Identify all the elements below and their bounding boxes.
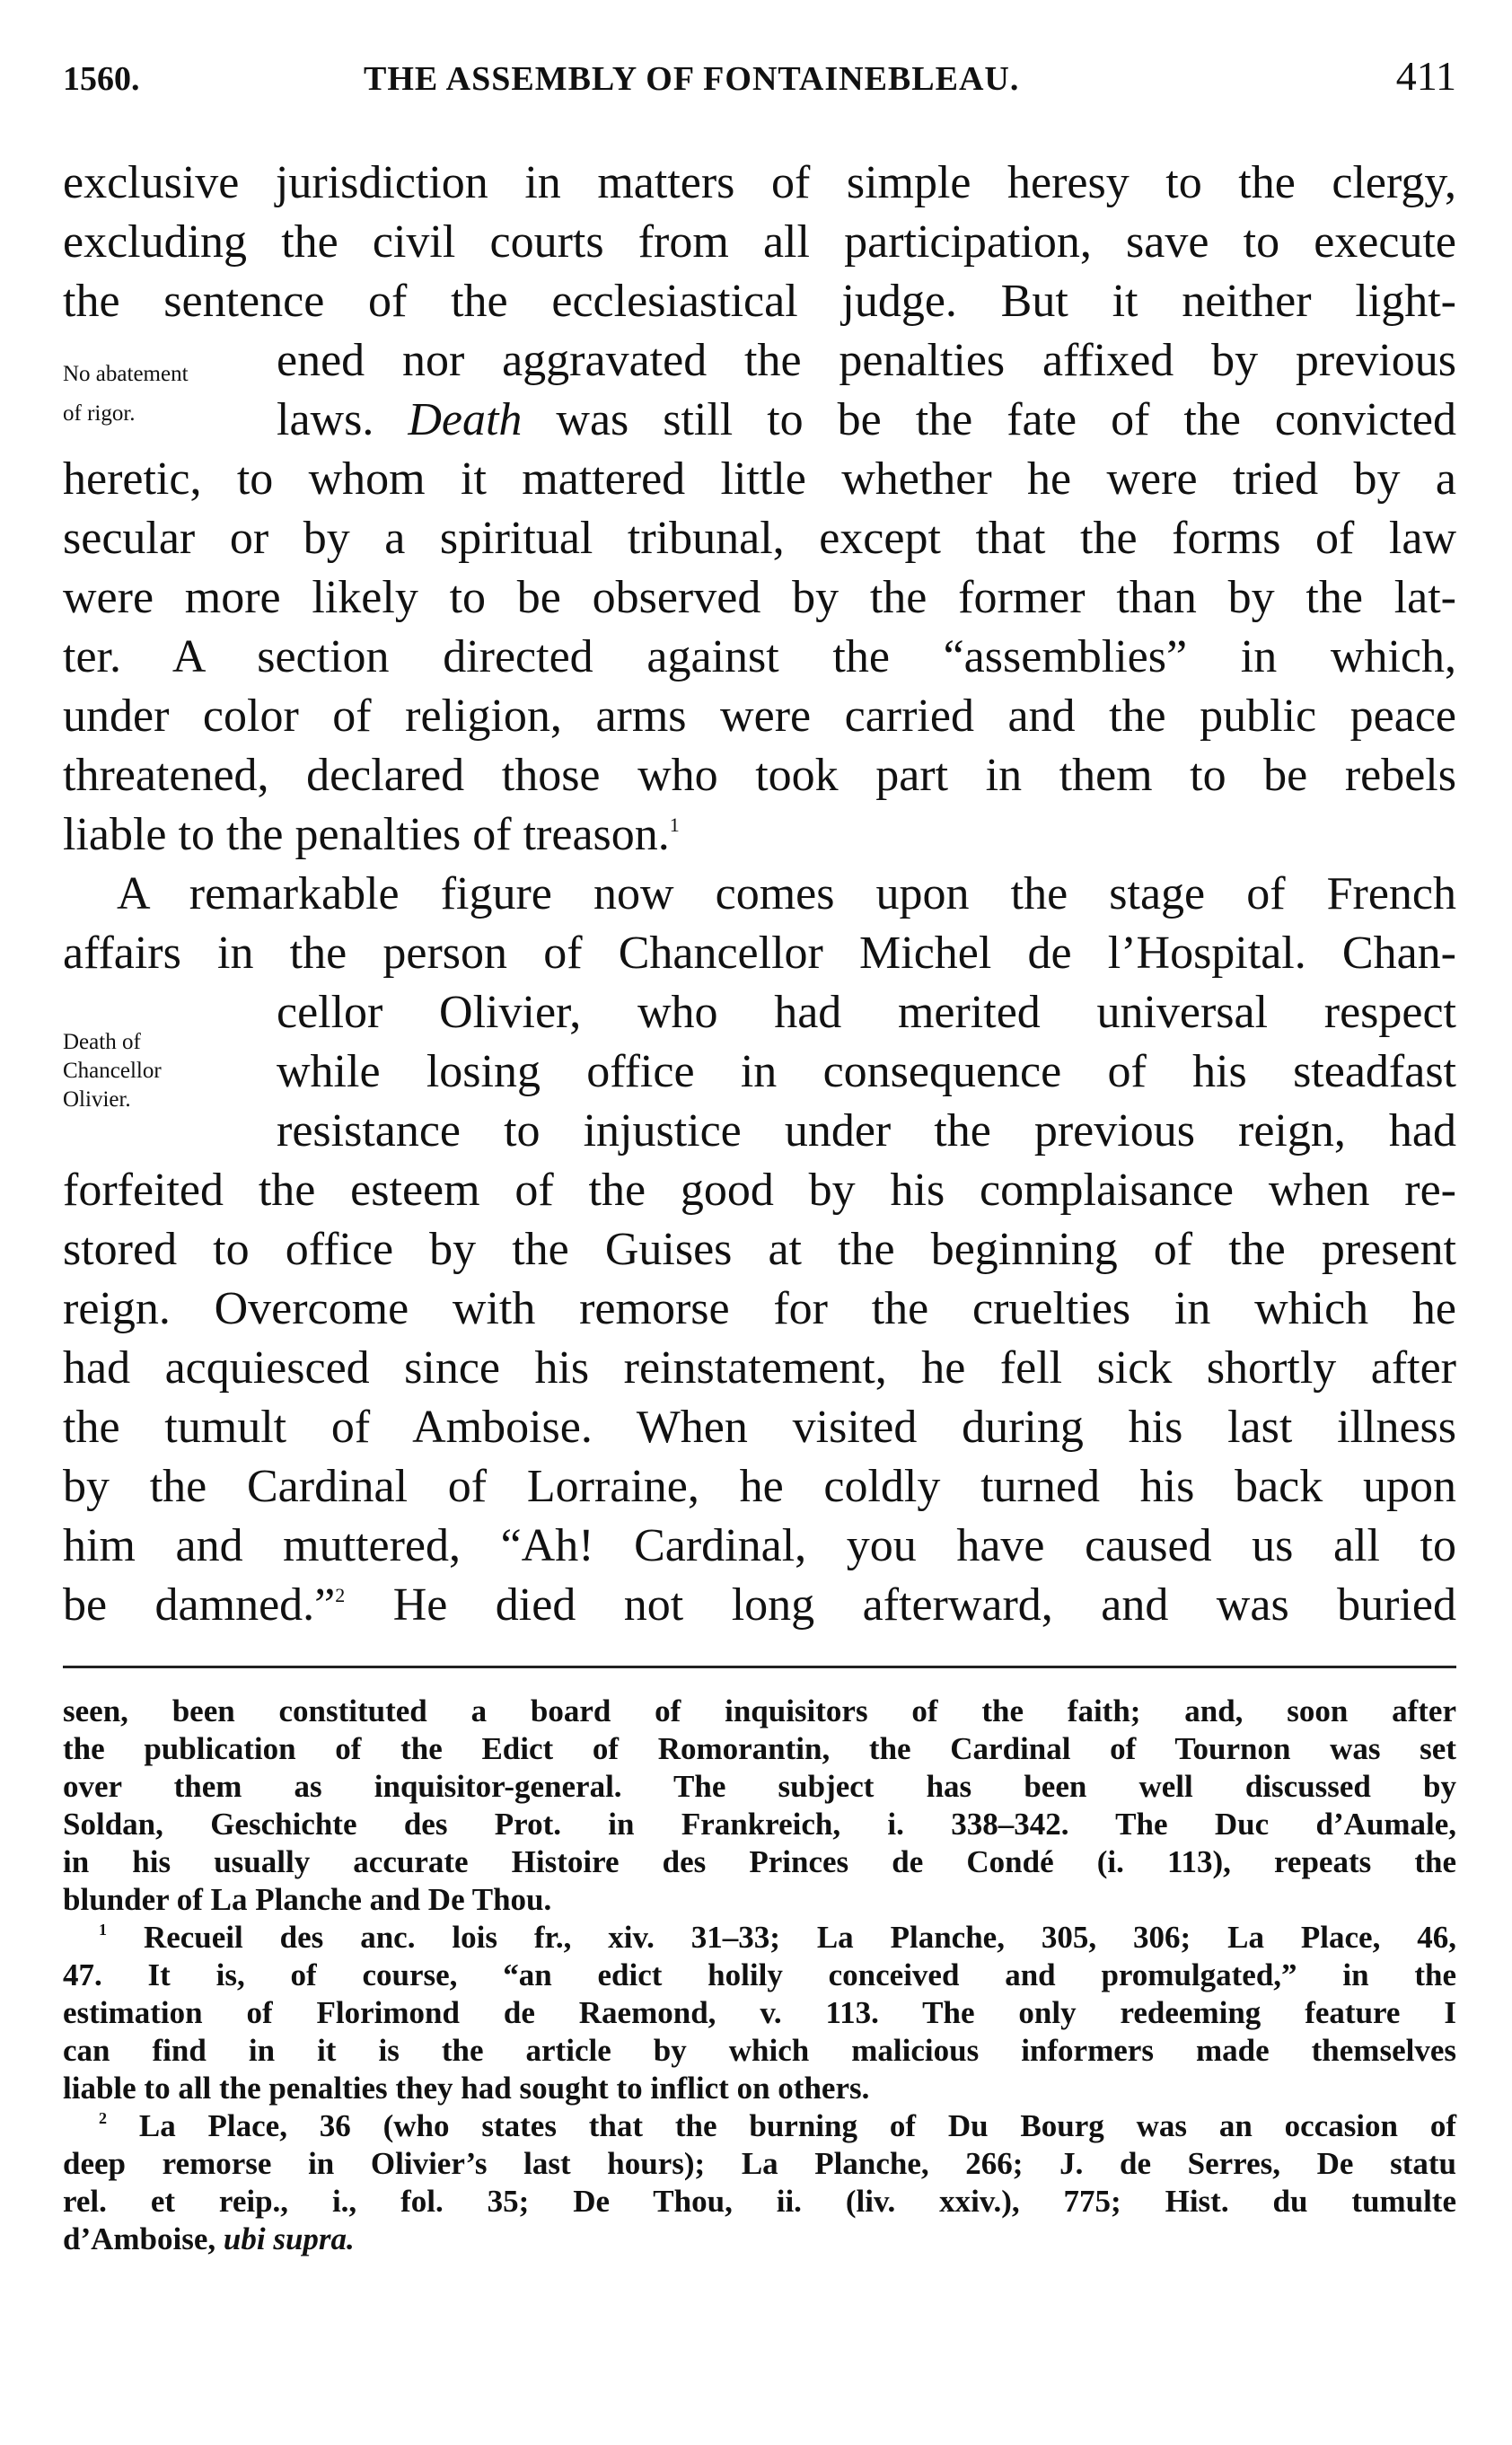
footnote-2-line: deep remorse in Olivier’s last hours); La Planche, 266; J. de Serres, De statu: [63, 2146, 1456, 2181]
footnote-number: 1: [99, 1921, 107, 1939]
footnote-line: seen, been constituted a board of inquisitors of the faith; and, soon after: [63, 1693, 1456, 1728]
body-line: by the Cardinal of Lorraine, he coldly turned his back upon: [63, 1461, 1456, 1512]
footnote-line: the publication of the Edict of Romorantin, the Cardinal of Tournon was set: [63, 1731, 1456, 1766]
body-line: ter. A section directed against the “assemblies” in which,: [63, 631, 1456, 682]
body-line: [277, 392, 1456, 448]
footnote-line: Soldan, Geschichte des Prot. in Frankreich, i. 338–342. The Duc d’Aumale,: [63, 1807, 1456, 1842]
body-text: laws.: [277, 394, 374, 445]
footnote-2-line: [63, 2221, 1456, 2257]
marginal-note-no-abatement-line2: of rigor.: [63, 401, 136, 426]
body-line: forfeited the esteem of the good by his complaisance when re-: [63, 1165, 1456, 1216]
body-line: resistance to injustice under the previous reign, had: [277, 1105, 1456, 1157]
footnote-line: over them as inquisitor-general. The subject has been well discussed by: [63, 1769, 1456, 1804]
running-header: [63, 52, 1456, 106]
footnote-1-line: [99, 1919, 1456, 1956]
body-line: threatened, declared those who took part in them to be rebels: [63, 750, 1456, 801]
body-line: secular or by a spiritual tribunal, except that the forms of law: [63, 513, 1456, 564]
body-line: A remarkable figure now comes upon the stage of French: [117, 868, 1456, 919]
footnote-1-line: 47. It is, of course, “an edict holily conceived and promulgated,” in the: [63, 1957, 1456, 1992]
footnote-italic: ubi supra.: [223, 2221, 355, 2256]
body-line: reign. Overcome with remorse for the cruelties in which he: [63, 1283, 1456, 1334]
body-text: be damned.”: [63, 1579, 336, 1631]
footnote-line: blunder of La Planche and De Thou.: [63, 1882, 552, 1917]
footnote-1-line: liable to all the penalties they had sought to inflict on others.: [63, 2071, 870, 2106]
body-line: affairs in the person of Chancellor Michel de l’Hospital. Chan-: [63, 928, 1456, 979]
footnote-1-line: can find in it is the article by which malicious informers made themselves: [63, 2033, 1456, 2068]
running-title: THE ASSEMBLY OF FONTAINEBLEAU.: [364, 60, 1020, 98]
body-line: ened nor aggravated the penalties affixed by previous: [277, 335, 1456, 386]
body-line: excluding the civil courts from all participation, save to execute: [63, 216, 1456, 268]
body-text: He died not long afterward, and was buried: [392, 1579, 1456, 1631]
body-line: had acquiesced since his reinstatement, he fell sick shortly after: [63, 1342, 1456, 1394]
footnote-text: La Place, 36 (who states that the burning of Du Bourg was an occasion of: [138, 2108, 1456, 2143]
body-line: while losing office in consequence of his steadfast: [277, 1046, 1456, 1097]
footnote-text: Recueil des anc. lois fr., xiv. 31–33; La Planche, 305, 306; La Place, 46,: [143, 1920, 1457, 1955]
footnote-ref: 2: [335, 1584, 346, 1606]
body-line: the sentence of the ecclesiastical judge. But it neither light-: [63, 276, 1456, 327]
footnote-ref: 1: [669, 814, 680, 836]
footnote-text: d’Amboise,: [63, 2221, 216, 2256]
page-number: 411: [1395, 53, 1456, 99]
header-year: 1560.: [63, 60, 140, 98]
body-line: cellor Olivier, who had merited universal respect: [277, 987, 1456, 1038]
footnote-rule: [63, 1666, 1456, 1668]
body-line: [63, 807, 1456, 863]
footnote-line: in his usually accurate Histoire des Princes de Condé (i. 113), repeats the: [63, 1844, 1456, 1879]
marginal-note-death-line2: Chancellor: [63, 1059, 162, 1083]
body-line: were more likely to be observed by the former than by the lat-: [63, 572, 1456, 623]
footnote-1-line: estimation of Florimond de Raemond, v. 113. The only redeeming feature I: [63, 1995, 1456, 2030]
body-line: exclusive jurisdiction in matters of simple heresy to the clergy,: [63, 157, 1456, 208]
body-line: the tumult of Amboise. When visited during his last illness: [63, 1402, 1456, 1453]
footnote-2-line: rel. et reip., i., fol. 35; De Thou, ii. (liv. xxiv.), 775; Hist. du tumulte: [63, 2184, 1456, 2219]
body-text: was still to be the fate of the convicted: [556, 394, 1457, 445]
body-line: [63, 1578, 1456, 1633]
footnote-number: 2: [99, 2109, 107, 2127]
body-line: stored to office by the Guises at the beginning of the present: [63, 1224, 1456, 1275]
italic-word: Death: [408, 394, 523, 445]
footnote-2-line: [99, 2107, 1456, 2144]
marginal-note-death-line1: Death of: [63, 1030, 141, 1054]
body-text: liable to the penalties of treason.: [63, 809, 670, 860]
marginal-note-no-abatement-line1: No abatement: [63, 362, 189, 386]
marginal-note-death-line3: Olivier.: [63, 1087, 131, 1112]
body-line: him and muttered, “Ah! Cardinal, you have caused us all to: [63, 1520, 1456, 1571]
body-line: under color of religion, arms were carried and the public peace: [63, 690, 1456, 742]
body-line: heretic, to whom it mattered little whether he were tried by a: [63, 453, 1456, 505]
